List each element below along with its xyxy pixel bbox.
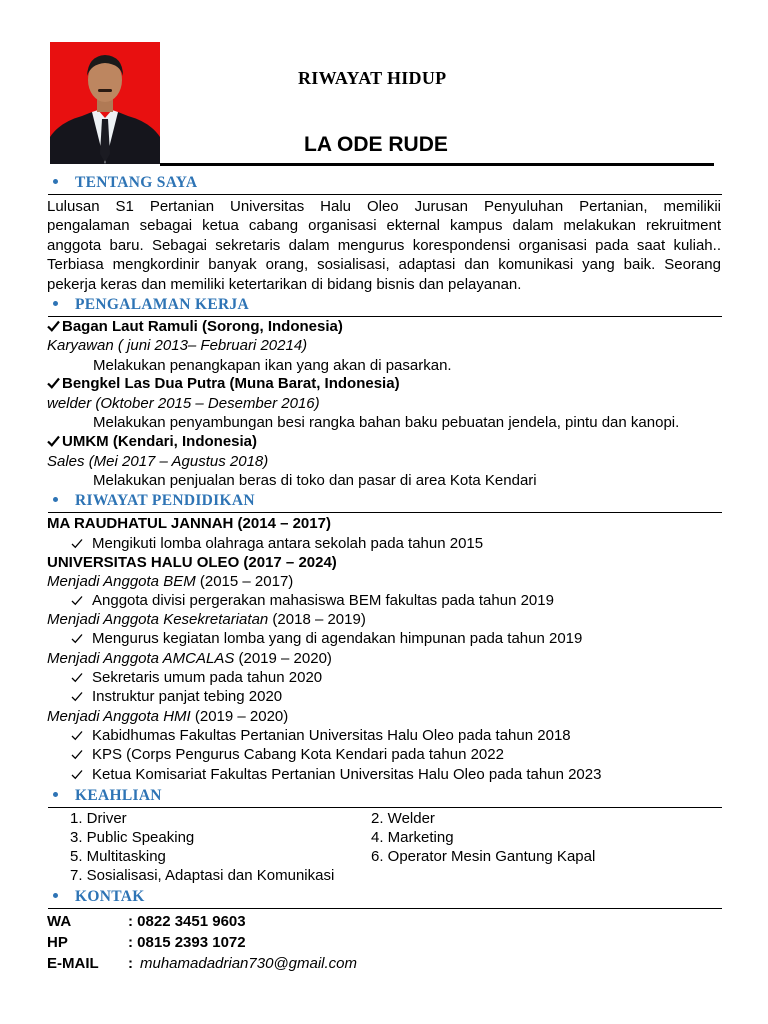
contact-wa-value: : 0822 3451 9603 [128, 913, 246, 930]
section-education-heading: RIWAYAT PENDIDIKAN [48, 492, 722, 513]
checkmark-icon [71, 765, 92, 784]
organization-title: Menjadi Anggota AMCALAS (2019 – 2020) [47, 650, 332, 667]
school-name: MA RAUDHATUL JANNAH (2014 – 2017) [47, 515, 331, 532]
contact-wa-label: WA [47, 913, 72, 930]
bullet-icon [53, 301, 58, 306]
school-name: UNIVERSITAS HALU OLEO (2017 – 2024) [47, 554, 337, 571]
skill-item: 1. Driver [70, 810, 127, 827]
organization-title: Menjadi Anggota HMI (2019 – 2020) [47, 708, 289, 725]
bullet-icon [53, 792, 58, 797]
experience-role: Sales (Mei 2017 – Agustus 2018) [47, 453, 269, 470]
list-item: KPS (Corps Pengurus Cabang Kota Kendari pada tahun 2022 [71, 745, 504, 764]
bullet-icon [53, 497, 58, 502]
contact-hp-label: HP [47, 934, 68, 951]
checkmark-icon [71, 668, 92, 687]
list-item: Sekretaris umum pada tahun 2020 [71, 668, 322, 687]
person-name: LA ODE RUDE [304, 133, 448, 156]
checkmark-icon [47, 317, 62, 336]
skill-item: 6. Operator Mesin Gantung Kapal [371, 848, 596, 865]
experience-role: Karyawan ( juni 2013– Februari 20214) [47, 337, 308, 354]
checkmark-icon [47, 432, 62, 451]
skill-item: 7. Sosialisasi, Adaptasi dan Komunikasi [70, 867, 335, 884]
checkmark-icon [71, 534, 92, 553]
contact-email-label: E-MAIL [47, 955, 99, 972]
list-item: Ketua Komisariat Fakultas Pertanian Universitas Halu Oleo pada tahun 2023 [71, 765, 601, 784]
contact-hp-value: : 0815 2393 1072 [128, 934, 246, 951]
checkmark-icon [71, 726, 92, 745]
list-item: Anggota divisi pergerakan mahasiswa BEM fakultas pada tahun 2019 [71, 591, 554, 610]
header-divider [160, 163, 714, 166]
skill-item: 4. Marketing [371, 829, 454, 846]
section-contact-heading: KONTAK [48, 888, 722, 909]
experience-company: Bagan Laut Ramuli (Sorong, Indonesia) [47, 317, 343, 336]
contact-email-value[interactable]: muhamadadrian730@gmail.com [140, 955, 358, 972]
checkmark-icon [71, 591, 92, 610]
experience-role: welder (Oktober 2015 – Desember 2016) [47, 395, 320, 412]
checkmark-icon [71, 745, 92, 764]
bullet-icon [53, 179, 58, 184]
list-item: Mengurus kegiatan lomba yang di agendakan himpunan pada tahun 2019 [71, 629, 582, 648]
section-about-heading: TENTANG SAYA [48, 174, 722, 195]
experience-company: UMKM (Kendari, Indonesia) [47, 432, 257, 451]
contact-email-separator: : [128, 955, 133, 972]
experience-description: Melakukan penyambungan besi rangka bahan baku pebuatan jendela, pintu dan kanopi. [93, 414, 680, 431]
skill-item: 3. Public Speaking [70, 829, 195, 846]
organization-title: Menjadi Anggota BEM (2015 – 2017) [47, 573, 294, 590]
skill-item: 2. Welder [371, 810, 435, 827]
checkmark-icon [71, 629, 92, 648]
experience-description: Melakukan penjualan beras di toko dan pasar di area Kota Kendari [93, 472, 537, 489]
checkmark-icon [47, 374, 62, 393]
profile-photo [50, 42, 160, 164]
checkmark-icon [71, 687, 92, 706]
skill-item: 5. Multitasking [70, 848, 166, 865]
document-title: RIWAYAT HIDUP [298, 68, 447, 88]
organization-title: Menjadi Anggota Kesekretariatan (2018 – 2019) [47, 611, 366, 628]
list-item: Instruktur panjat tebing 2020 [71, 687, 282, 706]
experience-company: Bengkel Las Dua Putra (Muna Barat, Indonesia) [47, 374, 400, 393]
experience-description: Melakukan penangkapan ikan yang akan di pasarkan. [93, 357, 452, 374]
list-item: Kabidhumas Fakultas Pertanian Universitas Halu Oleo pada tahun 2018 [71, 726, 571, 745]
bullet-icon [53, 893, 58, 898]
section-skills-heading: KEAHLIAN [48, 787, 722, 808]
section-experience-heading: PENGALAMAN KERJA [48, 296, 722, 317]
about-paragraph: Lulusan S1 Pertanian Universitas Halu Oleo Jurusan Penyuluhan Pertanian, memilikii pengalaman sebagai ketua cabang organisasi ekternal kampus dalam melakukan rekruitment anggota baru. Sebagai sekretaris dalam mengurus korespondensi organisasi pada saat kuliah.. Terbiasa mengkordinir banyak orang, sosialisasi, adaptasi dan komunikasi yang baik. Seorang pekerja keras dan memiliki ketertarikan di bidang bisnis dan pelayanan. [47, 198, 721, 293]
list-item: Mengikuti lomba olahraga antara sekolah pada tahun 2015 [71, 534, 483, 553]
